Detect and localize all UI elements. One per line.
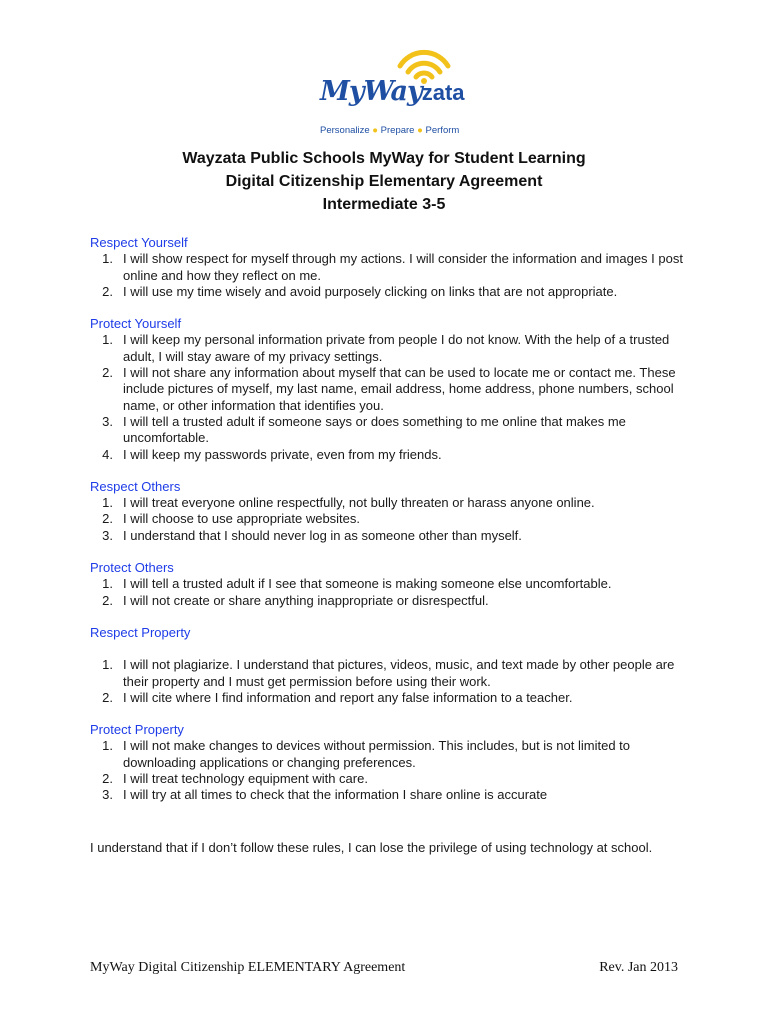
section-respect-yourself [90, 235, 690, 300]
logo-wordmark: MyWayzata [320, 76, 465, 107]
section-protect-yourself [90, 316, 690, 463]
document-title: Wayzata Public Schools MyWay for Student Learning [182, 150, 586, 167]
document-grade-level: Intermediate 3-5 [322, 196, 446, 213]
list-item: 3. I will try at all times to check that the information I share online is accurate [102, 787, 548, 803]
list-item: 2. I will use my time wisely and avoid purposely clicking on links that are not appropriate. [102, 283, 618, 299]
document-title-block [0, 147, 768, 216]
list-item: 3. I will tell a trusted adult if someone says or does something to me online that makes me uncomfortable. [102, 413, 626, 446]
list-item: 2. I will treat technology equipment with care. [102, 771, 368, 787]
section-heading: Respect Yourself [90, 235, 188, 250]
list-item: 2. I will cite where I find information and report any false information to a teacher. [102, 689, 573, 705]
section-respect-others [90, 479, 690, 544]
closing-statement: I understand that if I don’t follow these rules, I can lose the privilege of using technology at school. [90, 840, 653, 855]
list-item: 1. I will not plagiarize. I understand that pictures, videos, music, and text made by other people are their property and I must get permission before using their work. [102, 657, 675, 689]
list-item: 2. I will not share any information about myself that can be used to locate me or contact me. These include pictures of myself, my last name, email address, home address, phone numbers, school name, or other information that identifies you. [102, 365, 676, 413]
list-item: 1. I will tell a trusted adult if I see that someone is making someone else uncomfortable. [102, 576, 612, 592]
list-item: 1. I will not make changes to devices without permission. This includes, but is not limited to downloading applications or changing preferences. [102, 738, 630, 770]
document-subtitle: Digital Citizenship Elementary Agreement [225, 173, 543, 190]
section-respect-property [90, 625, 690, 706]
logo-tagline: Personalize ● Prepare ● Perform [320, 125, 460, 136]
list-item: 3. I understand that I should never log in as someone other than myself. [102, 527, 522, 543]
section-heading: Protect Yourself [90, 316, 182, 332]
list-item: 2. I will not create or share anything inappropriate or disrespectful. [102, 592, 489, 608]
list-item: 4. I will keep my passwords private, even from my friends. [102, 446, 442, 462]
list-item: 2. I will choose to use appropriate websites. [102, 511, 361, 527]
page-footer [90, 960, 678, 976]
list-item: 1. I will treat everyone online respectfully, not bully threaten or harass anyone online. [102, 495, 595, 511]
footer-revision: Rev. Jan 2013 [599, 960, 678, 975]
agreement-sections [90, 235, 690, 820]
myway-logo [318, 46, 465, 140]
list-item: 1. I will keep my personal information private from people I do not know. With the help of a trusted adult, I will stay aware of my privacy settings. [102, 332, 670, 364]
section-heading: Respect Others [90, 478, 181, 494]
section-heading: Protect Others [90, 560, 174, 576]
footer-title: MyWay Digital Citizenship ELEMENTARY Agreement [90, 960, 406, 975]
section-heading: Respect Property [90, 624, 191, 640]
section-heading: Protect Property [90, 722, 184, 738]
section-protect-others [90, 560, 690, 609]
section-protect-property [90, 722, 690, 803]
list-item: 1. I will show respect for myself through my actions. I will consider the information and images I post online and how they reflect on me. [102, 251, 683, 283]
